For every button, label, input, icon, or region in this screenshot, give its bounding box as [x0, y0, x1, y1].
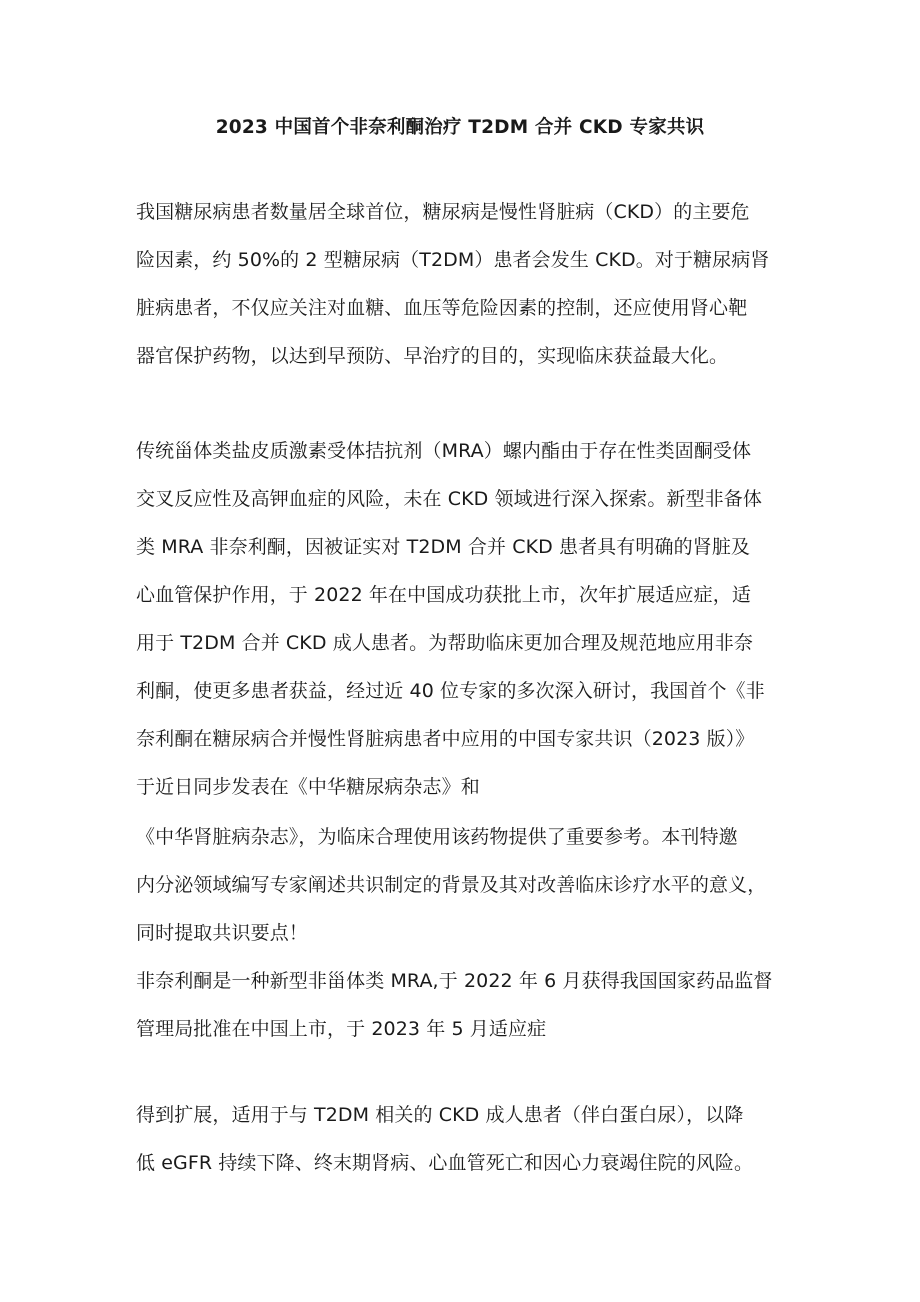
paragraph-2-line-3: 类 MRA 非奈利酮，因被证实对 T2DM 合并 CKD 患者具有明确的肾脏及	[136, 536, 751, 558]
paragraph-4-line-2: 管理局批准在中国上市，于 2023 年 5 月适应症	[136, 1018, 547, 1040]
paragraph-2-line-8: 于近日同步发表在《中华糖尿病杂志》和	[136, 776, 480, 798]
document-title: 2023 中国首个非奈利酮治疗 T2DM 合并 CKD 专家共识	[215, 117, 705, 138]
paragraph-3-line-1: 《中华肾脏病杂志》，为临床合理使用该药物提供了重要参考。本刊特邀	[136, 826, 738, 848]
paragraph-2-line-2: 交叉反应性及高钾血症的风险，未在 CKD 领域进行深入探索。新型非备体	[136, 488, 762, 510]
paragraph-5-line-1: 得到扩展，适用于与 T2DM 相关的 CKD 成人患者（伴白蛋白尿），以降	[136, 1104, 744, 1126]
paragraph-1-line-2: 险因素，约 50%的 2 型糖尿病（T2DM）患者会发生 CKD。对于糖尿病肾	[136, 249, 770, 271]
paragraph-1-line-3: 脏病患者，不仅应关注对血糖、血压等危险因素的控制，还应使用肾心靶	[136, 297, 748, 319]
paragraph-4-line-1: 非奈利酮是一种新型非甾体类 MRA,于 2022 年 6 月获得我国国家药品监督	[136, 970, 773, 992]
paragraph-5-line-2: 低 eGFR 持续下降、终末期肾病、心血管死亡和因心力衰竭住院的风险。	[136, 1152, 754, 1174]
paragraph-2-line-4: 心血管保护作用，于 2022 年在中国成功获批上市，次年扩展适应症，适	[136, 584, 751, 606]
paragraph-3-line-3: 同时提取共识要点！	[136, 922, 308, 944]
paragraph-2-line-7: 奈利酮在糖尿病合并慢性肾脏病患者中应用的中国专家共识（2023 版）》	[136, 728, 755, 750]
paragraph-3-line-2: 内分泌领域编写专家阐述共识制定的背景及其对改善临床诊疗水平的意义，	[136, 874, 767, 896]
paragraph-1-line-1: 我国糖尿病患者数量居全球首位，糖尿病是慢性肾脏病（CKD）的主要危	[136, 201, 750, 223]
paragraph-2-line-1: 传统甾体类盐皮质激素受体拮抗剂（MRA）螺内酯由于存在性类固酮受体	[136, 440, 752, 462]
paragraph-1-line-4: 器官保护药物，以达到早预防、早治疗的目的，实现临床获益最大化。	[136, 345, 729, 367]
paragraph-2-line-6: 利酮，使更多患者获益，经过近 40 位专家的多次深入研讨，我国首个《非	[136, 680, 765, 702]
paragraph-2-line-5: 用于 T2DM 合并 CKD 成人患者。为帮助临床更加合理及规范地应用非奈	[136, 632, 753, 654]
